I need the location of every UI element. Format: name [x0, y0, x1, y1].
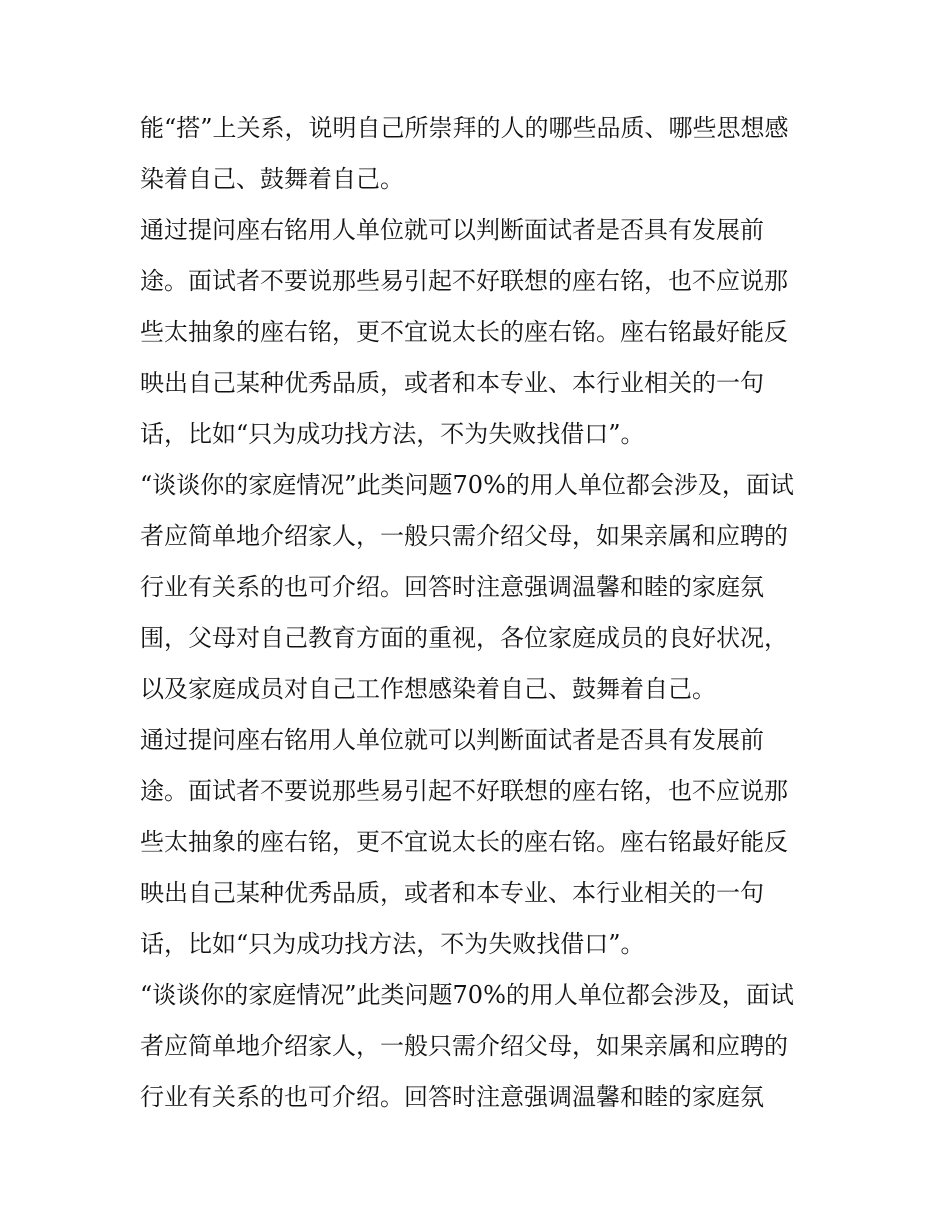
document-body — [140, 103, 820, 1123]
text-line: 些太抽象的座右铭，更不宜说太长的座右铭。座右铭最好能反 — [140, 318, 788, 346]
text-line: 些太抽象的座右铭，更不宜说太长的座右铭。座右铭最好能反 — [140, 828, 788, 856]
text-line: 行业有关系的也可介绍。回答时注意强调温馨和睦的家庭氛 — [140, 1083, 764, 1111]
text-line: 染着自己、鼓舞着自己。 — [140, 165, 404, 193]
text-line: 通过提问座右铭用人单位就可以判断面试者是否具有发展前 — [140, 216, 764, 244]
text-line: 以及家庭成员对自己工作想感染着自己、鼓舞着自己。 — [140, 675, 716, 703]
text-line: 行业有关系的也可介绍。回答时注意强调温馨和睦的家庭氛 — [140, 573, 764, 601]
text-line: 映出自己某种优秀品质，或者和本专业、本行业相关的一句 — [140, 879, 764, 907]
text-line: 途。面试者不要说那些易引起不好联想的座右铭，也不应说那 — [140, 267, 788, 295]
text-line: 通过提问座右铭用人单位就可以判断面试者是否具有发展前 — [140, 726, 764, 754]
text-line: 者应简单地介绍家人，一般只需介绍父母，如果亲属和应聘的 — [140, 522, 788, 550]
text-line: 者应简单地介绍家人，一般只需介绍父母，如果亲属和应聘的 — [140, 1032, 788, 1060]
text-line: 映出自己某种优秀品质，或者和本专业、本行业相关的一句 — [140, 369, 764, 397]
text-line: 话，比如“只为成功找方法，不为失败找借口”。 — [140, 930, 645, 958]
text-line: “谈谈你的家庭情况”此类问题70%的用人单位都会涉及，面试 — [140, 981, 794, 1009]
text-line: 围，父母对自己教育方面的重视，各位家庭成员的良好状况， — [140, 624, 788, 652]
text-line: 途。面试者不要说那些易引起不好联想的座右铭，也不应说那 — [140, 777, 788, 805]
text-line: 话，比如“只为成功找方法，不为失败找借口”。 — [140, 420, 645, 448]
text-line: “谈谈你的家庭情况”此类问题70%的用人单位都会涉及，面试 — [140, 471, 794, 499]
text-line: 能“搭”上关系，说明自己所崇拜的人的哪些品质、哪些思想感 — [140, 114, 789, 142]
